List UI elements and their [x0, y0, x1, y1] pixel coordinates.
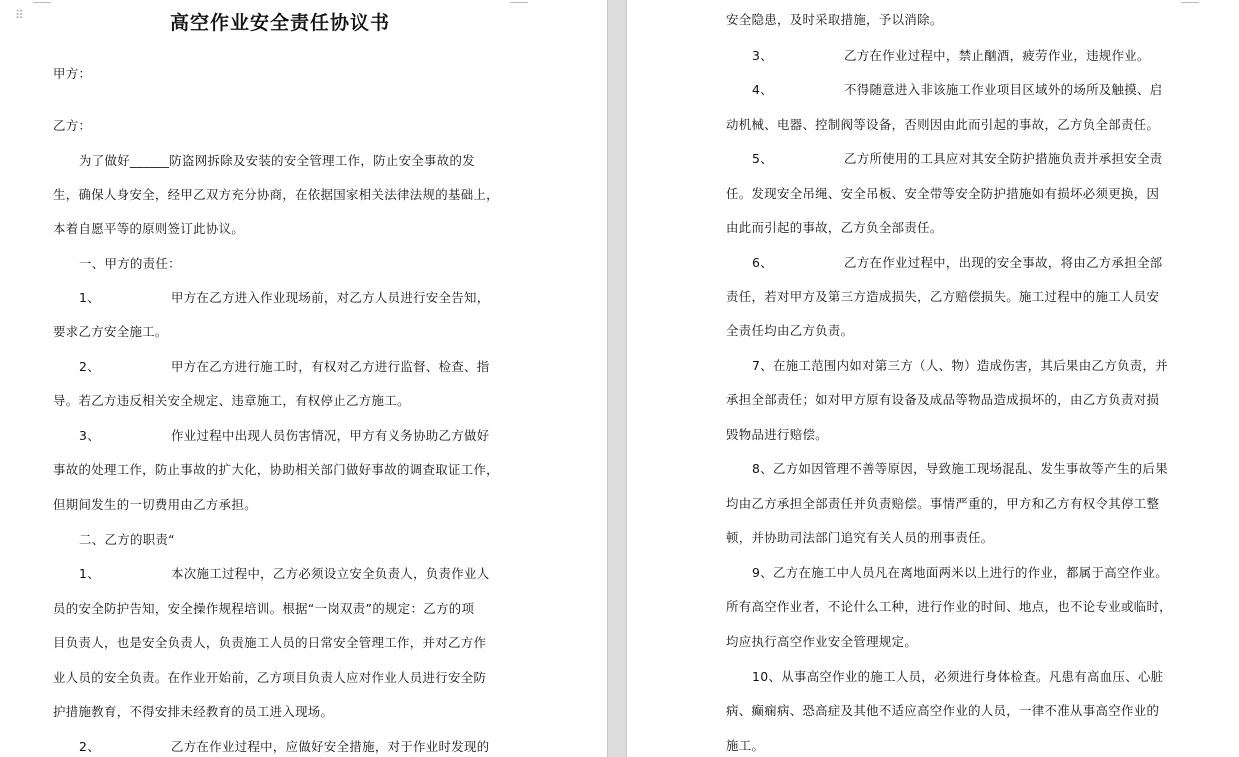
document-title: 高空作业安全责任协议书 [169, 12, 390, 34]
document-page-right[interactable] [626, 0, 1239, 757]
paragraph-line: 动机械、电器、控制阀等设备，否则因由此而引起的事故，乙方负全部责任。 [726, 117, 1160, 132]
list-number: 4、 [752, 82, 773, 97]
list-item [752, 253, 1163, 271]
paragraph-line: 均应执行高空作业安全管理规定。 [726, 634, 918, 649]
paragraph-line: 目负责人，也是安全负责人，负责施工人员的日常安全管理工作，并对乙方作 [53, 635, 487, 650]
paragraph-line: 为了做好______防盗网拆除及安装的安全管理工作，防止安全事故的发 [79, 153, 476, 168]
drag-handle-icon[interactable]: ⠿ [15, 8, 25, 22]
section-heading: 一、甲方的责任： [79, 256, 181, 271]
paragraph-line: 生，确保人身安全，经甲乙双方充分协商，在依据国家相关法律法规的基础上， [53, 187, 499, 202]
list-text: 乙方所使用的工具应对其安全防护措施负责并承担安全责 [844, 151, 1163, 166]
paragraph-line: 病、癫痫病、恐高症及其他不适应高空作业的人员，一律不准从事高空作业的 [726, 703, 1160, 718]
party-a-label: 甲方： [53, 66, 92, 81]
list-item [79, 288, 490, 306]
list-number: 5、 [752, 151, 773, 166]
paragraph-line: 顿，并协助司法部门追究有关人员的刑事责任。 [726, 530, 994, 545]
paragraph-line: 9、乙方在施工中人员凡在离地面两米以上进行的作业，都属于高空作业。 [752, 565, 1168, 580]
list-number: 2、 [79, 359, 100, 374]
paragraph-line: 均由乙方承担全部责任并负责赔偿。事情严重的，甲方和乙方有权令其停工整 [726, 496, 1160, 511]
paragraph-line: 毁物品进行赔偿。 [726, 427, 828, 442]
paragraph-line: 施工。 [726, 738, 765, 753]
paragraph-line: 全责任均由乙方负责。 [726, 323, 854, 338]
paragraph-line: 本着自愿平等的原则签订此协议。 [53, 221, 245, 236]
document-page-left[interactable] [0, 0, 608, 757]
list-item [752, 46, 1150, 64]
paragraph-line: 责任，若对甲方及第三方造成损失，乙方赔偿损失。施工过程中的施工人员安 [726, 289, 1160, 304]
page-gutter [608, 0, 626, 757]
list-number: 6、 [752, 255, 773, 270]
list-text: 乙方在作业过程中，禁止酗酒，疲劳作业，违规作业。 [844, 48, 1150, 63]
paragraph-line: 承担全部责任；如对甲方原有设备及成品等物品造成损坏的，由乙方负责对损 [726, 392, 1160, 407]
list-text: 不得随意进入非该施工作业项目区域外的场所及触摸、启 [844, 82, 1163, 97]
paragraph-line: 员的安全防护告知，安全操作规程培训。根据“一岗双责”的规定：乙方的项 [53, 601, 475, 616]
paragraph-line: 任。发现安全吊绳、安全吊板、安全带等安全防护措施如有损坏必须更换，因 [726, 186, 1160, 201]
paragraph-line: 事故的处理工作，防止事故的扩大化，协助相关部门做好事故的调查取证工作， [53, 462, 499, 477]
paragraph-line: 安全隐患，及时采取措施，予以消除。 [726, 12, 943, 27]
list-text: 甲方在乙方进行施工时，有权对乙方进行监督、检查、指 [171, 359, 490, 374]
page-corner-mark [33, 0, 51, 3]
list-number: 1、 [79, 290, 100, 305]
paragraph-line: 业人员的安全负责。在作业开始前，乙方项目负责人应对作业人员进行安全防 [53, 670, 487, 685]
list-text: 本次施工过程中，乙方必须设立安全负责人，负责作业人 [171, 566, 490, 581]
list-item [752, 149, 1163, 167]
paragraph-line: 8、乙方如因管理不善等原因，导致施工现场混乱、发生事故等产生的后果 [752, 461, 1168, 476]
list-text: 乙方在作业过程中，应做好安全措施，对于作业时发现的 [171, 739, 490, 754]
list-text: 作业过程中出现人员伤害情况，甲方有义务协助乙方做好 [171, 428, 490, 443]
list-number: 1、 [79, 566, 100, 581]
paragraph-line: 要求乙方安全施工。 [53, 324, 168, 339]
party-b-label: 乙方： [53, 118, 92, 133]
list-text: 乙方在作业过程中，出现的安全事故，将由乙方承担全部 [844, 255, 1163, 270]
page-corner-mark [510, 0, 528, 3]
page-corner-mark [1181, 0, 1199, 3]
paragraph-line: 导。若乙方违反相关安全规定、违章施工，有权停止乙方施工。 [53, 393, 410, 408]
list-text: 甲方在乙方进入作业现场前，对乙方人员进行安全告知， [171, 290, 490, 305]
list-number: 3、 [752, 48, 773, 63]
paragraph-line: 由此而引起的事故，乙方负全部责任。 [726, 220, 943, 235]
paragraph-line: 护措施教育，不得安排未经教育的员工进入现场。 [53, 704, 334, 719]
list-number: 2、 [79, 739, 100, 754]
paragraph-line: 但期间发生的一切费用由乙方承担。 [53, 497, 257, 512]
list-item [79, 737, 490, 755]
paragraph-line: 所有高空作业者，不论什么工种，进行作业的时间、地点，也不论专业或临时， [726, 599, 1172, 614]
list-item [79, 426, 490, 444]
list-number: 3、 [79, 428, 100, 443]
list-item [79, 564, 490, 582]
paragraph-line: 10、从事高空作业的施工人员，必须进行身体检查。凡患有高血压、心脏 [752, 669, 1164, 684]
list-item [752, 80, 1163, 98]
list-item [79, 357, 490, 375]
paragraph-line: 7、在施工范围内如对第三方（人、物）造成伤害，其后果由乙方负责，并 [752, 358, 1168, 373]
section-heading: 二、乙方的职责“ [79, 532, 175, 547]
